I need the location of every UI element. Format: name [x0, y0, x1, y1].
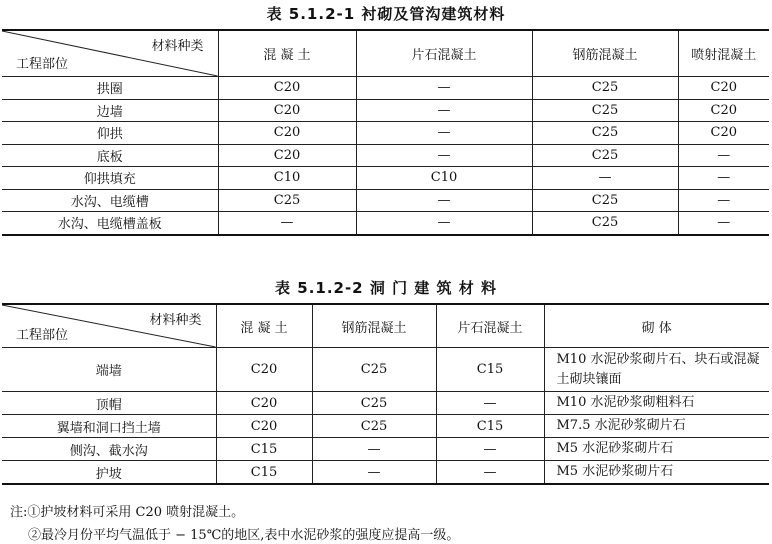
table-cell: C25	[312, 415, 436, 438]
table-cell: C20	[216, 392, 312, 415]
table-cell: —	[356, 189, 532, 212]
table-cell: C10	[218, 167, 356, 190]
table-cell: C15	[436, 415, 544, 438]
table-cell: C20	[216, 348, 312, 392]
row-part: 翼墙和洞口挡土墙	[2, 415, 216, 438]
corner-part-label: 工程部位	[16, 57, 69, 72]
table-row	[2, 167, 769, 190]
row-part: 水沟、电缆槽盖板	[2, 212, 218, 235]
table-row	[2, 144, 769, 167]
table-row	[2, 461, 769, 485]
table-cell: C25	[532, 77, 678, 100]
note-2: ②最冷月份平均气温低于 − 15℃的地区,表中水泥砂浆的强度应提高一级。	[28, 528, 460, 543]
corner-material-label: 材料种类	[149, 313, 202, 328]
table-cell: —	[356, 99, 532, 122]
row-part: 水沟、电缆槽	[2, 189, 218, 212]
table1-lining-materials	[2, 29, 769, 236]
table-cell: C20	[218, 77, 356, 100]
table-row	[2, 212, 769, 235]
table1-col-header: 钢筋混凝土	[532, 30, 678, 77]
table2-portal-materials	[2, 303, 769, 485]
table-cell: C15	[436, 348, 544, 392]
table2-col-header: 混 凝 土	[216, 304, 312, 348]
row-part: 仰拱填充	[2, 167, 218, 190]
table-cell: C20	[218, 122, 356, 145]
table-cell: —	[436, 438, 544, 461]
table-cell-masonry: M5 水泥砂浆砌片石	[544, 461, 769, 485]
table-cell: C15	[216, 461, 312, 485]
row-part: 边墙	[2, 99, 218, 122]
row-part: 顶帽	[2, 392, 216, 415]
row-part: 拱圈	[2, 77, 218, 100]
table-cell: C25	[532, 189, 678, 212]
table-cell: C25	[532, 122, 678, 145]
table-cell: —	[436, 461, 544, 485]
table-cell: —	[356, 77, 532, 100]
table-cell: —	[678, 144, 769, 167]
table-cell: C25	[532, 212, 678, 235]
table-row	[2, 392, 769, 415]
table-cell: —	[312, 461, 436, 485]
corner-part-label: 工程部位	[16, 328, 69, 343]
table-cell: C20	[218, 144, 356, 167]
table-cell: C10	[356, 167, 532, 190]
table-cell: C20	[678, 99, 769, 122]
table1-header-row	[2, 30, 769, 77]
table-cell-masonry: M10 水泥砂浆砌片石、块石或混凝土砌块镶面	[544, 348, 769, 392]
table-cell: —	[532, 167, 678, 190]
table-row	[2, 348, 769, 392]
table-cell: —	[436, 392, 544, 415]
table-cell: —	[678, 212, 769, 235]
table1-corner-cell	[2, 30, 218, 77]
table-cell-masonry: M5 水泥砂浆砌片石	[544, 438, 769, 461]
table-cell: —	[678, 167, 769, 190]
table-cell: C25	[218, 189, 356, 212]
table-cell: C25	[312, 348, 436, 392]
table-cell-masonry: M7.5 水泥砂浆砌片石	[544, 415, 769, 438]
table-row	[2, 438, 769, 461]
table-row	[2, 77, 769, 100]
table-cell: —	[356, 122, 532, 145]
table2-col-header: 砌 体	[544, 304, 769, 348]
note-1: 注:①护坡材料可采用 C20 喷射混凝土。	[10, 505, 245, 520]
table-cell: C25	[532, 99, 678, 122]
table-cell: C25	[532, 144, 678, 167]
table-row	[2, 189, 769, 212]
table-cell: —	[356, 144, 532, 167]
table-cell: C15	[216, 438, 312, 461]
table2-col-header: 片石混凝土	[436, 304, 544, 348]
table-cell: —	[678, 189, 769, 212]
table-cell-masonry: M10 水泥砂浆砌粗料石	[544, 392, 769, 415]
table-cell: —	[356, 212, 532, 235]
table1-col-header: 片石混凝土	[356, 30, 532, 77]
table2-header-row	[2, 304, 769, 348]
row-part: 侧沟、截水沟	[2, 438, 216, 461]
table1-col-header: 喷射混凝土	[678, 30, 769, 77]
row-part: 护坡	[2, 461, 216, 485]
table2-title: 表 5.1.2-2 洞 门 建 筑 材 料	[275, 279, 497, 297]
table-cell: C20	[216, 415, 312, 438]
table-cell: —	[218, 212, 356, 235]
table-cell: C20	[218, 99, 356, 122]
table1-col-header: 混 凝 土	[218, 30, 356, 77]
row-part: 底板	[2, 144, 218, 167]
row-part: 端墙	[2, 348, 216, 392]
row-part: 仰拱	[2, 122, 218, 145]
table2-corner-cell	[2, 304, 216, 348]
table1-title: 表 5.1.2-1 衬砌及管沟建筑材料	[266, 5, 506, 23]
table-cell: —	[312, 438, 436, 461]
corner-material-label: 材料种类	[151, 39, 204, 54]
table-cell: C25	[312, 392, 436, 415]
table-row	[2, 99, 769, 122]
table-row	[2, 122, 769, 145]
table-cell: C20	[678, 122, 769, 145]
table-cell: C20	[678, 77, 769, 100]
table2-col-header: 钢筋混凝土	[312, 304, 436, 348]
table-row	[2, 415, 769, 438]
